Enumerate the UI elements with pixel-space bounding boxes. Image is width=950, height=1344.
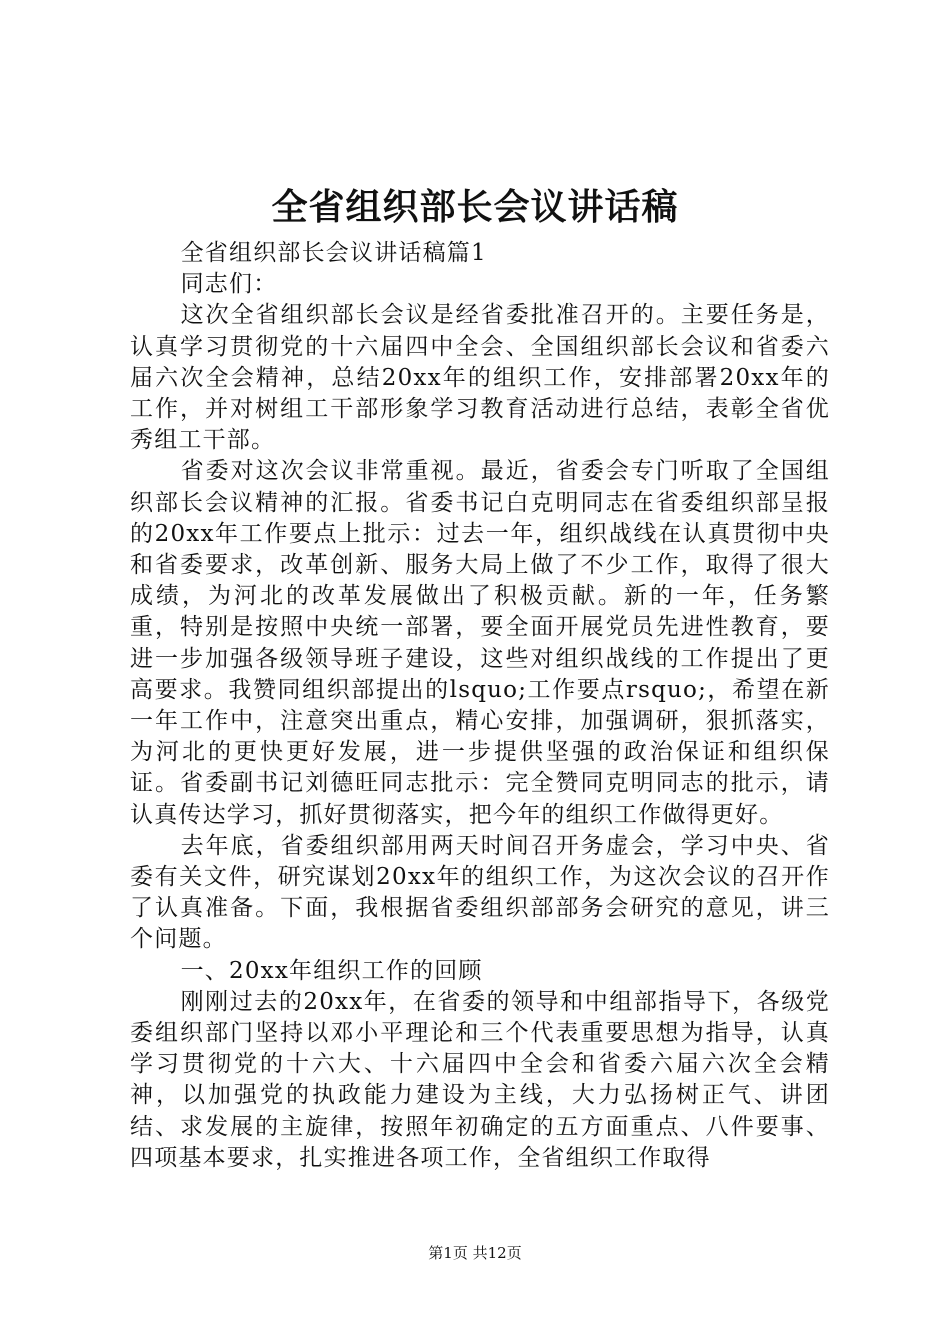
- paragraph: 这次全省组织部长会议是经省委批准召开的。主要任务是，认真学习贯彻党的十六届四中全会、全国组织部长会议和省委六届六次全会精神，总结20xx年的组织工作，安排部署20xx年的工作，并对树组工干部形象学习教育活动进行总结，表彰全省优秀组工干部。: [130, 302, 830, 454]
- page-number-footer: 第1页 共12页: [428, 1244, 522, 1262]
- section-heading: 全省组织部长会议讲话稿篇1: [180, 240, 487, 266]
- paragraph: 省委对这次会议非常重视。最近，省委会专门听取了全国组织部长会议精神的汇报。省委书记白克明同志在省委组织部呈报的20xx年工作要点上批示：过去一年，组织战线在认真贯彻中央和省委要求，改革创新、服务大局上做了不少工作，取得了很大成绩，为河北的改革发展做出了积极贡献。新的一年，任务繁重，特别是按照中央统一部署，要全面开展党员先进性教育，要进一步加强各级领导班子建设，这些对组织战线的工作提出了更高要求。我赞同组织部提出的lsquo;工作要点rsquo;，希望在新一年工作中，注意突出重点，精心安排，加强调研，狠抓落实，为河北的更快更好发展，进一步提供坚强的政治保证和组织保证。省委副书记刘德旺同志批示：完全赞同克明同志的批示，请认真传达学习，抓好贯彻落实，把今年的组织工作做得更好。: [130, 458, 830, 828]
- paragraph: 刚刚过去的20xx年，在省委的领导和中组部指导下，各级党委组织部门坚持以邓小平理论和三个代表重要思想为指导，认真学习贯彻党的十六大、十六届四中全会和省委六届六次全会精神，以加强党的执政能力建设为主线，大力弘扬树正气、讲团结、求发展的主旋律，按照年初确定的五方面重点、八件要事、四项基本要求，扎实推进各项工作，全省组织工作取得: [130, 988, 830, 1171]
- document-body: [130, 238, 830, 1174]
- subsection-heading: 一、20xx年组织工作的回顾: [180, 957, 483, 984]
- paragraph: 去年底，省委组织部用两天时间召开务虚会，学习中央、省委有关文件，研究谋划20xx年的组织工作，为这次会议的召开作了认真准备。下面，我根据省委组织部部务会研究的意见，讲三个问题。: [130, 832, 830, 953]
- salutation: 同志们：: [180, 271, 278, 298]
- document-title: 全省组织部长会议讲话稿: [271, 186, 679, 228]
